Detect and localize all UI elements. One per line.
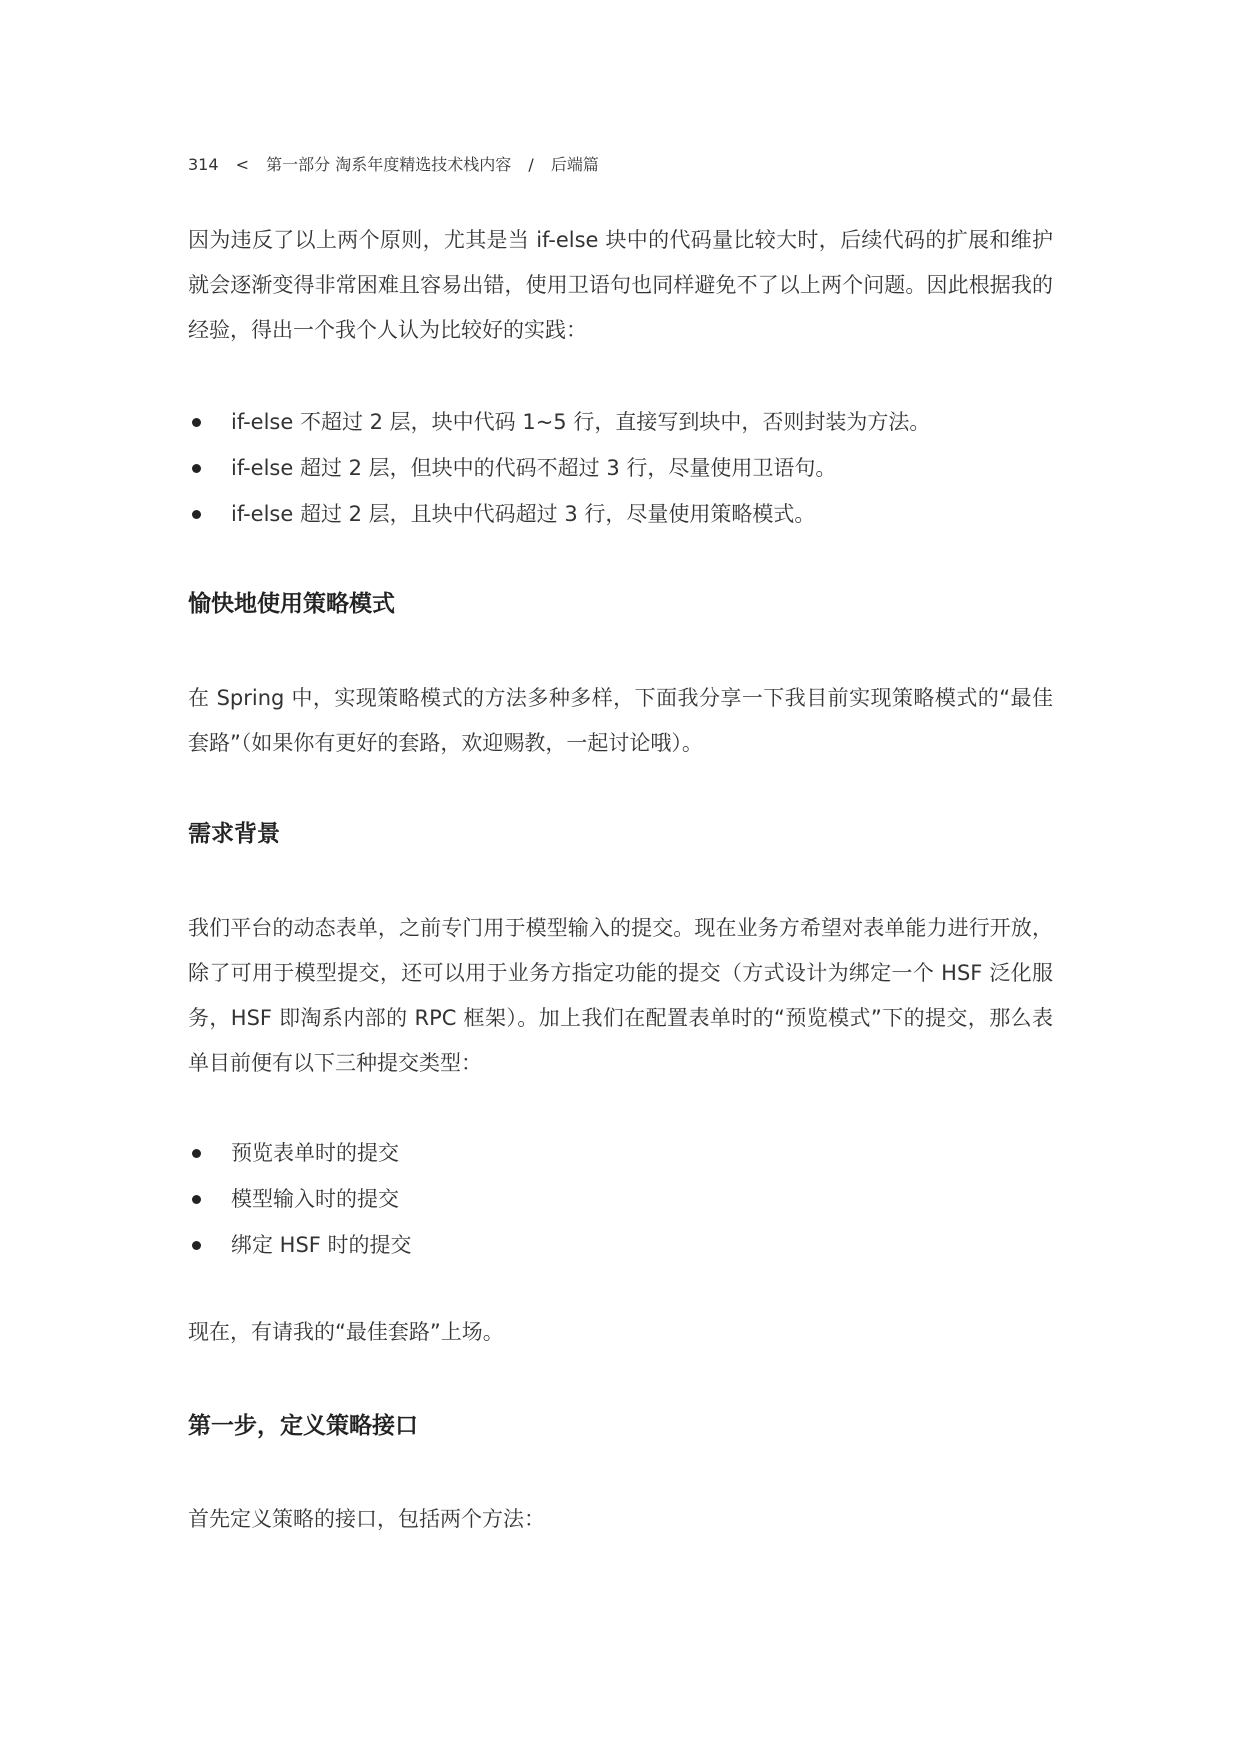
paragraph-spring: 在 Spring 中，实现策略模式的方法多种多样，下面我分享一下我目前实现策略模式的“最佳套路”（如果你有更好的套路，欢迎赐教，一起讨论哦）。 <box>188 686 1053 755</box>
section-heading: 第一步，定义策略接口 <box>188 1413 418 1439</box>
bullet-icon <box>192 1149 201 1158</box>
paragraph-transition: 现在，有请我的“最佳套路”上场。 <box>188 1320 504 1344</box>
section-heading: 愉快地使用策略模式 <box>188 591 395 617</box>
list-item <box>188 1222 1053 1268</box>
running-header <box>188 152 611 175</box>
paragraph-4-block <box>188 1310 1053 1355</box>
list-item-text: if-else 超过 2 层，且块中代码超过 3 行，尽量使用策略模式。 <box>231 502 816 526</box>
list-item <box>188 491 1053 537</box>
header-part-title: 第一部分 淘系年度精选技术栈内容 <box>266 155 512 174</box>
bullet-icon <box>192 1195 201 1204</box>
bullet-icon <box>192 510 201 519</box>
practice-list <box>188 399 1053 537</box>
list-item <box>188 445 1053 491</box>
page-number: 314 <box>188 155 219 174</box>
paragraph-5-block <box>188 1497 1053 1542</box>
paragraph-intro: 因为违反了以上两个原则，尤其是当 if-else 块中的代码量比较大时，后续代码的扩展和维护就会逐渐变得非常困难且容易出错，使用卫语句也同样避免不了以上两个问题。因此根据我的经验，得出一个我个人认为比较好的实践： <box>188 228 1053 342</box>
submit-type-list-block <box>188 1130 1053 1268</box>
bullet-icon <box>192 418 201 427</box>
submit-type-list <box>188 1130 1053 1268</box>
practice-list-block <box>188 399 1053 537</box>
list-item-text: 模型输入时的提交 <box>231 1187 399 1211</box>
list-item <box>188 1176 1053 1222</box>
section-heading: 需求背景 <box>188 821 280 847</box>
paragraph-2-block <box>188 676 1053 766</box>
list-item <box>188 399 1053 445</box>
heading-2-block <box>188 818 1053 850</box>
bullet-icon <box>192 1241 201 1250</box>
list-item-text: if-else 不超过 2 层，块中代码 1~5 行，直接写到块中，否则封装为方法。 <box>231 410 931 434</box>
list-item-text: if-else 超过 2 层，但块中的代码不超过 3 行，尽量使用卫语句。 <box>231 456 837 480</box>
paragraph-1-block <box>188 218 1053 353</box>
heading-1-block <box>188 588 1053 620</box>
header-slash: / <box>528 155 534 174</box>
header-separator: < <box>235 155 250 174</box>
header-chapter: 后端篇 <box>550 155 599 174</box>
paragraph-background: 我们平台的动态表单，之前专门用于模型输入的提交。现在业务方希望对表单能力进行开放，除了可用于模型提交，还可以用于业务方指定功能的提交（方式设计为绑定一个 HSF 泛化服务，HSF 即淘系内部的 RPC 框架）。加上我们在配置表单时的“预览模式”下的提交，那么表单目前便有以下三种提交类型： <box>188 916 1053 1075</box>
paragraph-define-interface: 首先定义策略的接口，包括两个方法： <box>188 1507 545 1531</box>
list-item-text: 绑定 HSF 时的提交 <box>231 1233 412 1257</box>
list-item-text: 预览表单时的提交 <box>231 1141 399 1165</box>
paragraph-3-block <box>188 906 1053 1086</box>
list-item <box>188 1130 1053 1176</box>
bullet-icon <box>192 464 201 473</box>
heading-3-block <box>188 1410 1053 1442</box>
